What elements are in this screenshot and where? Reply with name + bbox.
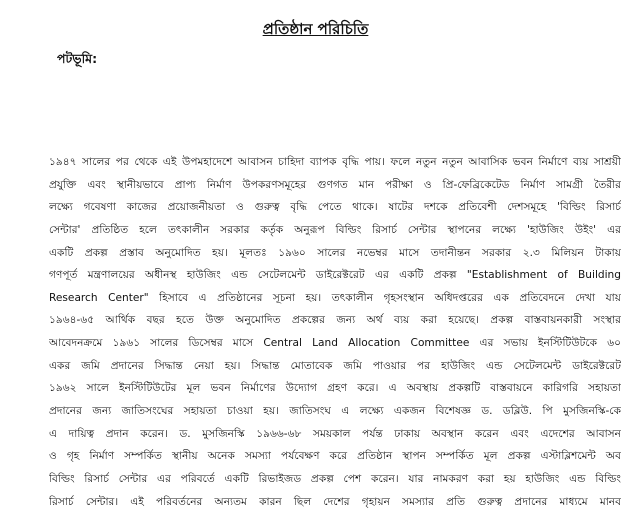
paragraph-line: ১৯৬২ সালে ইনস্টিটিউটের মূল ভবন নির্মাণের উদ্যোগ গ্রহণ করে। এ অবস্থায় প্রকল্পটি বাস্তবায়নে কারিগরি সহায়তা [49,382,621,395]
paragraph-line: ১৯৪৭ সালের পর থেকে এই উপমহাদেশে আবাসন চাহিদা ব্যাপক বৃদ্ধি পায়। ফলে নতুন নতুন আবাসিক ভবন নির্মাণে ব্যয় সাশ্রয়ী [49,156,621,168]
paragraph-line: এ দায়িত্ব প্রদান করেন। ড. মুসজিনস্কি ১৯৬৬-৬৮ সময়কাল পর্যন্ত ঢাকায় অবস্থান করেন এবং এদেশের আবাসন [49,427,621,440]
paragraph-line: লক্ষ্যে গবেষণা কাজের প্রয়োজনীয়তা ও গুরুত্ব বৃদ্ধি পেতে থাকে। ষাটের দশকে প্রতিবেশী দেশসমূহে 'বিল্ডিং রিসার্চ [49,201,621,214]
paragraph-line: আবেদনক্রমে ১৯৬১ সালের ডিসেম্বর মাসে Central Land Allocation Committee এর সভায় ইনস্টিটিউটকে ৬০ [49,337,621,350]
document-title: প্রতিষ্ঠান পরিচিতি [262,20,369,38]
body-paragraph [49,151,621,513]
paragraph-line: প্রযুক্তি এবং স্থানীয়ভাবে প্রাপ্য নির্মাণ উপকরণসমূহের গুণগত মান পরীক্ষা ও প্রি-ফেব্রিকেটেড নির্মাণ সামগ্রী তৈরীর [49,178,621,191]
paragraph-line: একর জমি প্রদানের সিদ্ধান্ত নেয়া হয়। সিদ্ধান্ত মোতাবেক জমি পাওয়ার পর হাউজিং এন্ড সেটেলমেন্ট ডাইরেক্টরেট [49,359,621,372]
paragraph-line: Research Center" হিসাবে এ প্রতিষ্ঠানের সূচনা হয়। তৎকালীন গৃহসংস্থান অধিদপ্তরের এক প্রতিবেদনে দেখা যায় [49,291,621,304]
paragraph-line: ১৯৬৪-৬৫ আর্থিক বছর হতে উক্ত অনুমোদিত প্রকল্পের জন্য অর্থ ব্যয় করা হয়েছে। প্রকল্প বাস্তবায়নকারী সংস্থার [49,314,621,327]
paragraph-line: বিল্ডিং রিসার্চ সেন্টার এর পরিবর্তে একটি রিভাইজড প্রকল্প পেশ করেন। যার নামকরণ করা হয় হাউজিং এন্ড বিল্ডিং [49,472,621,485]
paragraph-line: ও গৃহ নির্মাণ সম্পর্কিত স্থানীয় অনেক সমস্যা পর্যবেক্ষণ করে প্রতিষ্ঠান স্থাপন সম্পর্কিত মূল প্রকল্প এস্টাব্লিশমেন্ট অব [49,450,621,463]
paragraph-line: একটি প্রকল্প প্রস্তাব অনুমোদিত হয়। মূলতঃ ১৯৬০ সালের নভেম্বর মাসে তদানীন্তন সরকার ২.৩ মিলিয়ন টাকায় [49,246,621,259]
paragraph-line: সেন্টার' প্রতিষ্ঠিত হলে তৎকালীন সরকার কর্তৃক অনুরূপ বিল্ডিং রিসার্চ সেন্টার স্থাপনের লক্ষ্যে 'হাউজিং উইং' এর [49,223,621,236]
paragraph-line: প্রদানের জন্য জাতিসংঘের সহায়তা চাওয়া হয়। জাতিসংঘ এ লক্ষ্যে একজন বিশেষজ্ঞ ড. ডব্লিউ. পি মুসজিনস্কি-কে [49,405,621,418]
paragraph-line: গণপূর্ত মন্ত্রণালয়ের অধীনস্থ হাউজিং এন্ড সেটেলমেন্ট ডাইরেক্টরেট এর একটি প্রকল্প "Establishment of Building [49,269,621,282]
section-heading: পটভূমি: [57,51,98,66]
paragraph-line: রিসার্চ সেন্টার। এই পরিবর্তনের অন্যতম কারন ছিল দেশের গৃহায়ন সমস্যার প্রতি গুরুত্ব প্রদানের মাধ্যমে মানব [49,495,621,508]
